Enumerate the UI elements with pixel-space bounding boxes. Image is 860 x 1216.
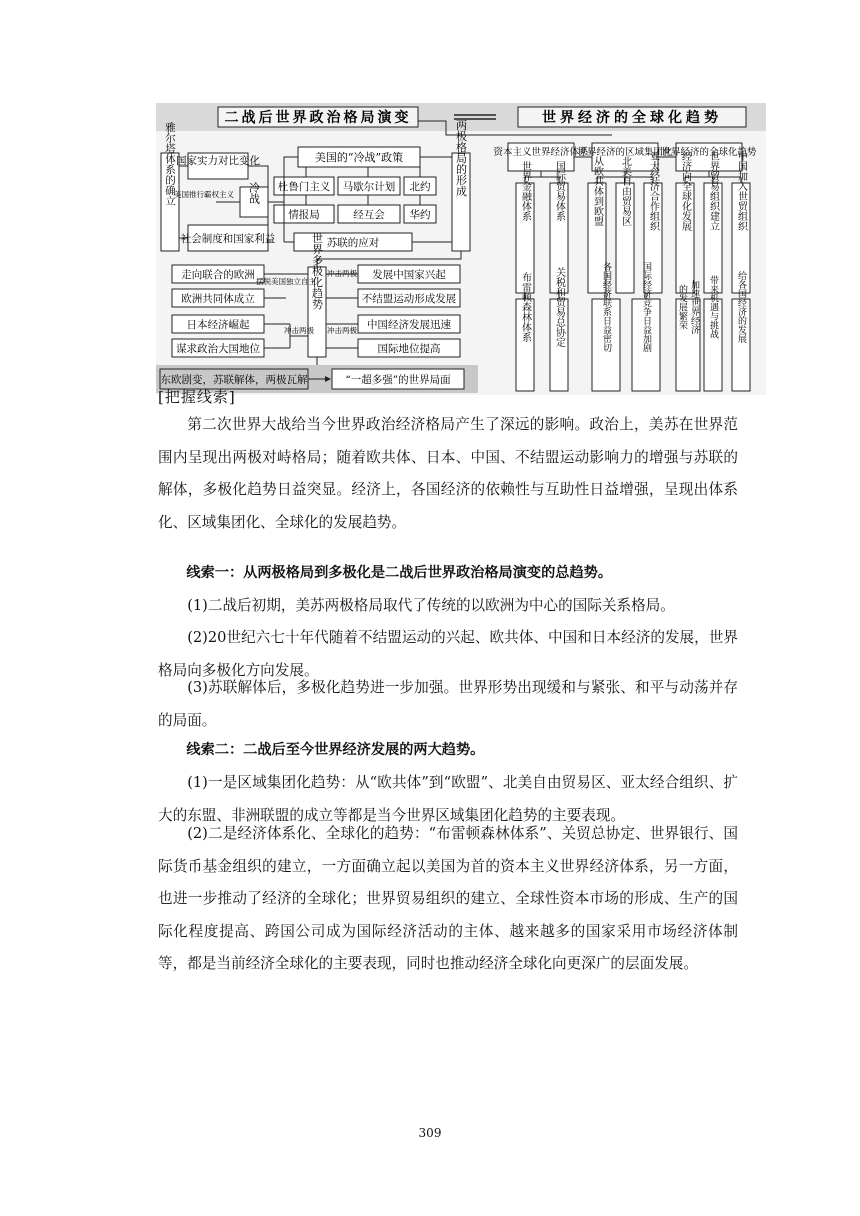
social-system-label: 社会制度和国家利益 [180,233,276,245]
china-joins-wto: 中国加入世贸组织 [735,151,747,231]
eec-to-eu: 从欧共体到欧盟 [591,156,603,226]
cold-war-label: 冷战 [247,182,261,204]
ec-founded: 欧洲共同体成立 [181,293,255,305]
comecon: 经互会 [353,209,385,221]
europe-union: 走向联合的欧洲 [181,269,255,281]
national-power-label: 国家实力对比变化 [176,155,260,167]
nato: 北约 [409,181,431,193]
japan-power: 谋求政治大国地位 [176,343,260,355]
cominform: 情报局 [288,209,320,221]
yalta-label: 雅尔塔体系的确立 [164,122,176,206]
clue-two-point-1: (1)一是区域集团化趋势：从“欧共体”到“欧盟”、北美自由贸易区、亚太经合组织、扩大的东盟、非洲联盟的成立等都是当今世界区域集团化趋势的主要表现。 [158,774,738,824]
world-trade: 国际贸易体系 [553,161,565,221]
bretton-woods: 布雷顿森林体系 [519,272,531,342]
soviet-response: 苏联的应对 [326,237,380,249]
accelerate: 加速世界经济 [689,280,699,334]
clue-one-point-1: (1)二战后初期，美苏两极格局取代了传统的以欧洲为中心的国际关系格局。 [187,597,675,614]
us-hegemony-label: 美国推行霸权主义 [174,190,234,199]
nafta: 北美自由贸易区 [619,156,631,226]
break-from-us: 摆脱美国独立自主 [256,277,316,286]
truman-doctrine: 杜鲁门主义 [277,181,331,193]
closer-ties: 各国经济联系日益密切 [601,262,611,352]
japan-rise: 日本经济崛起 [186,319,250,331]
to-countries: 给各国经济的发展 [736,271,746,343]
opportunity: 带来机遇与挑战 [708,275,718,339]
left-banner: 二战后世界政治格局演变 [224,110,412,126]
apec: 亚太经济合作组织 [647,151,659,231]
common-prosperity: 的发展繁荣 [677,284,687,330]
china-growth: 中国经济发展迅速 [367,319,451,331]
clue-one-point-2: (2)20世纪六七十年代随着不结盟运动的兴起、欧共体、中国和日本经济的发展，世界格局向多极化方向发展。 [158,629,738,679]
wto-established: 世界贸易组织建立 [707,151,719,231]
world-finance: 世界金融体系 [519,161,531,221]
clue-one-point-3: (3)苏联解体后，多极化趋势进一步加强。世界形势出现缓和与紧张、和平与动荡并存的局面。 [158,679,738,729]
econ-globalization: 经济向全球化发展 [679,151,691,231]
right-banner: 世界经济的全球化趋势 [542,110,722,126]
us-cold-war-policy: 美国的“冷战”政策 [314,151,404,164]
section-heading: [把握线索] [158,388,236,406]
multipolar-trend: 世界多极化趋势 [310,232,324,310]
collapse-label: 东欧剧变，苏联解体，两极瓦解 [160,374,308,386]
gatt: 关税和贸易总协定 [553,267,565,347]
intro-paragraph: 第二次世界大战给当今世界政治经济格局产生了深远的影响。政治上，美苏在世界范围内呈现出两极对峙格局；随着欧共体、日本、中国、不结盟运动影响力的增强与苏联的解体，多极化趋势日益突显。经济上，各国经济的依赖性与互助性日益增强，呈现出体系化、区域集团化、全球化的发展趋势。 [158,416,738,531]
page-number: 309 [418,1126,442,1140]
nam-formed: 不结盟运动形成发展 [361,293,457,305]
marshall-plan: 马歇尔计划 [342,181,396,193]
developing-rise: 发展中国家兴起 [372,269,446,281]
col1-head: 资本主义世界经济体系 [493,147,589,158]
clue-two-heading: 线索二：二战后至今世界经济发展的两大趋势。 [186,742,485,758]
col3-head: 世界经济的全球化趋势 [661,147,757,158]
knowledge-structure-diagram [156,103,766,395]
impact-bipolar-2: 冲击两极 [284,326,314,335]
warsaw-pact: 华约 [409,209,431,221]
bipolar-formation: 两极格局的形成 [454,119,468,197]
china-status: 国际地位提高 [377,343,441,355]
impact-bipolar-3: 冲击两极 [327,326,357,335]
clue-one-heading: 线索一：从两极格局到多极化是二战后世界政治格局演变的总趋势。 [186,565,613,581]
competition: 国际经济竞争日益加剧 [641,262,651,352]
clue-two-point-2: (2)二是经济体系化、全球化的趋势：“布雷顿森林体系”、关贸总协定、世界银行、国际货币基金组织的建立，一方面确立起以美国为首的资本主义世界经济体系，另一方面，也进一步推动了经济的全球化；世界贸易组织的建立、全球性资本市场的形成、生产的国际化程度提高、跨国公司成为国际经济活动的主体、越来越多的国家采用市场经济体制等，都是当前经济全球化的主要表现，同时也推动经济全球化向更深广的层面发展。 [158,825,738,972]
col2-head: 世界经济的区域集团化 [577,147,673,158]
one-superpower-label: “一超多强”的世界局面 [345,374,451,386]
impact-bipolar-1: 冲击两极 [327,269,357,278]
